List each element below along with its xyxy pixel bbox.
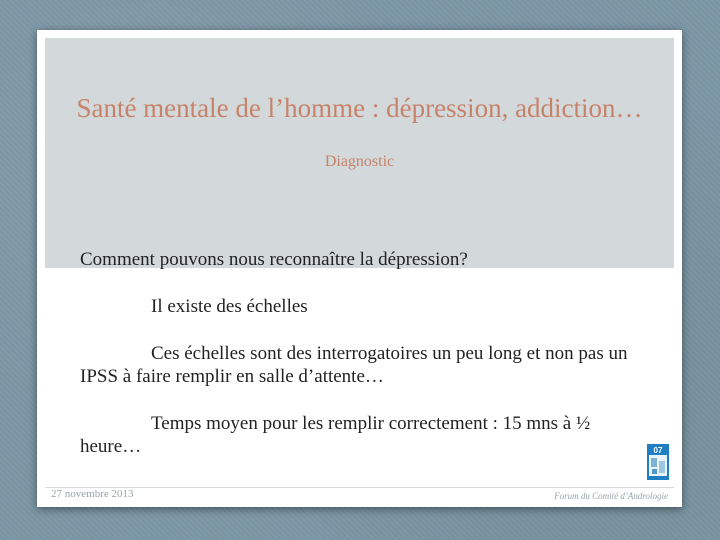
- body-paragraph-1-text: Comment pouvons nous reconnaître la dépression?: [80, 249, 468, 270]
- slide-title: Santé mentale de l’homme : dépression, addiction…: [76, 93, 643, 123]
- slide-body: [80, 248, 650, 458]
- slide: [37, 30, 682, 507]
- body-paragraph-4: [80, 412, 650, 458]
- association-logo-icon: [647, 444, 669, 480]
- logo-number: 07: [653, 446, 663, 455]
- body-paragraph-2: [80, 295, 650, 318]
- body-paragraph-3: [80, 342, 650, 388]
- body-paragraph-1: [80, 248, 650, 271]
- slide-subtitle: Diagnostic: [324, 153, 395, 170]
- title-band: [45, 38, 674, 268]
- body-paragraph-3-text: Ces échelles sont des interrogatoires un peu long et non pas un IPSS à faire remplir en salle d’attente…: [80, 343, 628, 387]
- footer-organization: Forum du Comité d’Andrologie: [554, 491, 668, 501]
- body-paragraph-2-text: Il existe des échelles: [151, 296, 308, 317]
- body-paragraph-4-text: Temps moyen pour les remplir correctement : 15 mns à ½ heure…: [80, 413, 591, 457]
- footer-divider: [45, 487, 674, 488]
- footer-date: 27 novembre 2013: [51, 488, 134, 500]
